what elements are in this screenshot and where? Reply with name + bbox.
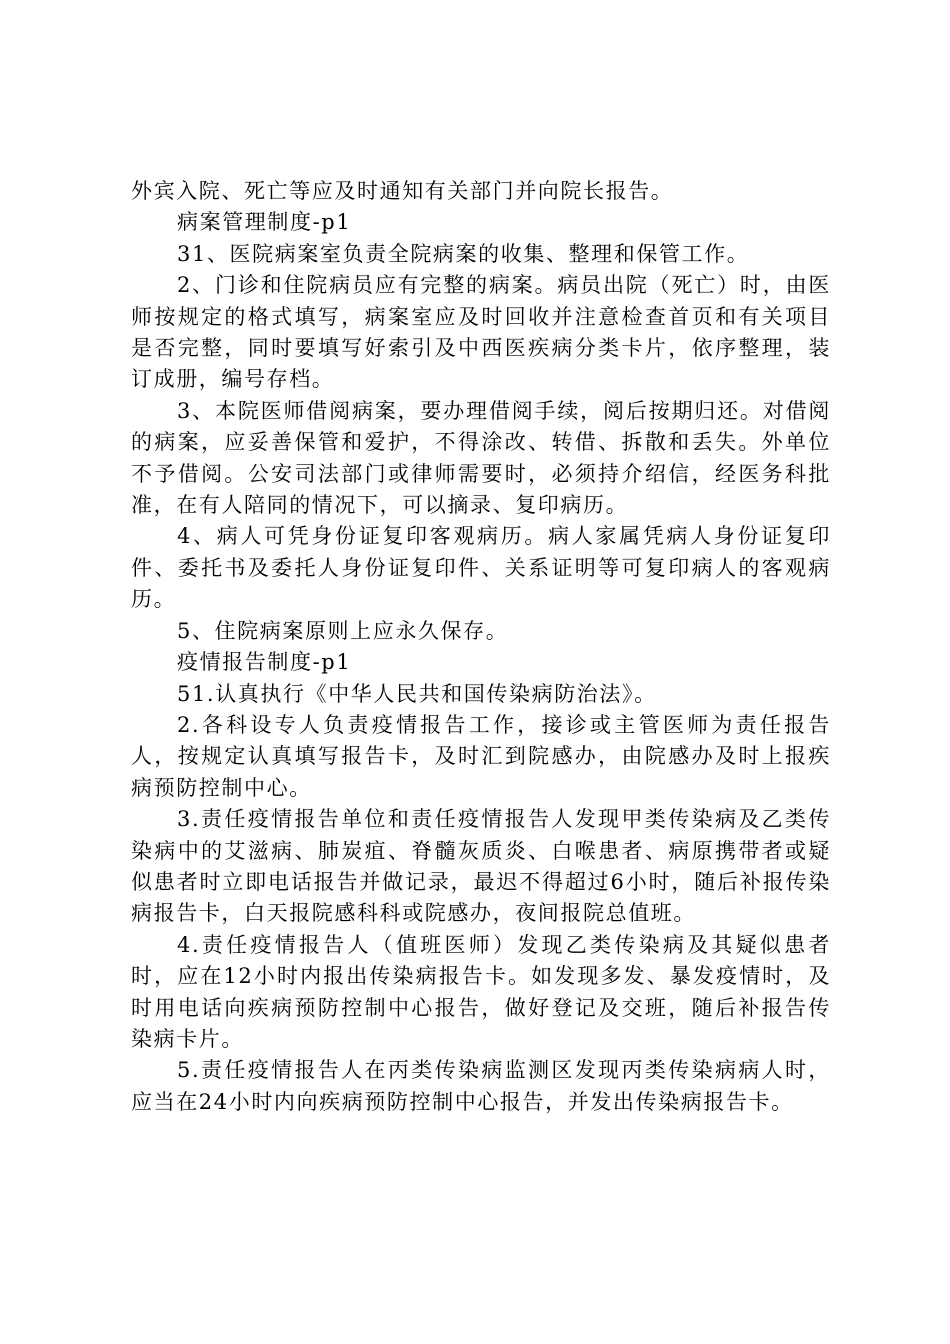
paragraph: 3、本院医师借阅病案，要办理借阅手续，阅后按期归还。对借阅的病案，应妥善保管和爱护，不得涂改、转借、拆散和丢失。外单位不予借阅。公安司法部门或律师需要时，必须持介绍信，经医务科批准，在有人陪同的情况下，可以摘录、复印病历。 [131, 398, 831, 518]
paragraph: 5、住院病案原则上应永久保存。 [177, 618, 509, 643]
paragraph: 51.认真执行《中华人民共和国传染病防治法》。 [177, 681, 657, 706]
paragraph: 31、医院病案室负责全院病案的收集、整理和保管工作。 [177, 241, 750, 266]
paragraph: 3.责任疫情报告单位和责任疫情报告人发现甲类传染病及乙类传染病中的艾滋病、肺炭疽、脊髓灰质炎、白喉患者、病原携带者或疑似患者时立即电话报告并做记录，最迟不得超过6小时，随后补报传染病报告卡，白天报院感科科或院感办，夜间报院总值班。 [131, 807, 831, 926]
section-heading-epidemic-report: 疫情报告制度-p1 [177, 650, 352, 675]
paragraph: 2.各科设专人负责疫情报告工作，接诊或主管医师为责任报告人，按规定认真填写报告卡，及时汇到院感办，由院感办及时上报疾病预防控制中心。 [131, 712, 831, 800]
paragraph: 2、门诊和住院病员应有完整的病案。病员出院（死亡）时，由医师按规定的格式填写，病案室应及时回收并注意检查首页和有关项目是否完整，同时要填写好索引及中西医疾病分类卡片，依序整理，装订成册，编号存档。 [131, 273, 831, 392]
paragraph-continuation: 外宾入院、死亡等应及时通知有关部门并向院长报告。 [131, 179, 674, 203]
paragraph: 4.责任疫情报告人（值班医师）发现乙类传染病及其疑似患者时，应在12小时内报出传染病报告卡。如发现多发、暴发疫情时，及时用电话向疾病预防控制中心报告，做好登记及交班，随后补报告传染病卡片。 [131, 932, 831, 1051]
section-heading-medical-records: 病案管理制度-p1 [177, 210, 352, 235]
paragraph: 4、病人可凭身份证复印客观病历。病人家属凭病人身份证复印件、委托书及委托人身份证复印件、关系证明等可复印病人的客观病历。 [131, 524, 831, 612]
document-body [131, 176, 831, 1118]
paragraph: 5.责任疫情报告人在丙类传染病监测区发现丙类传染病病人时，应当在24小时内向疾病预防控制中心报告，并发出传染病报告卡。 [131, 1058, 831, 1114]
